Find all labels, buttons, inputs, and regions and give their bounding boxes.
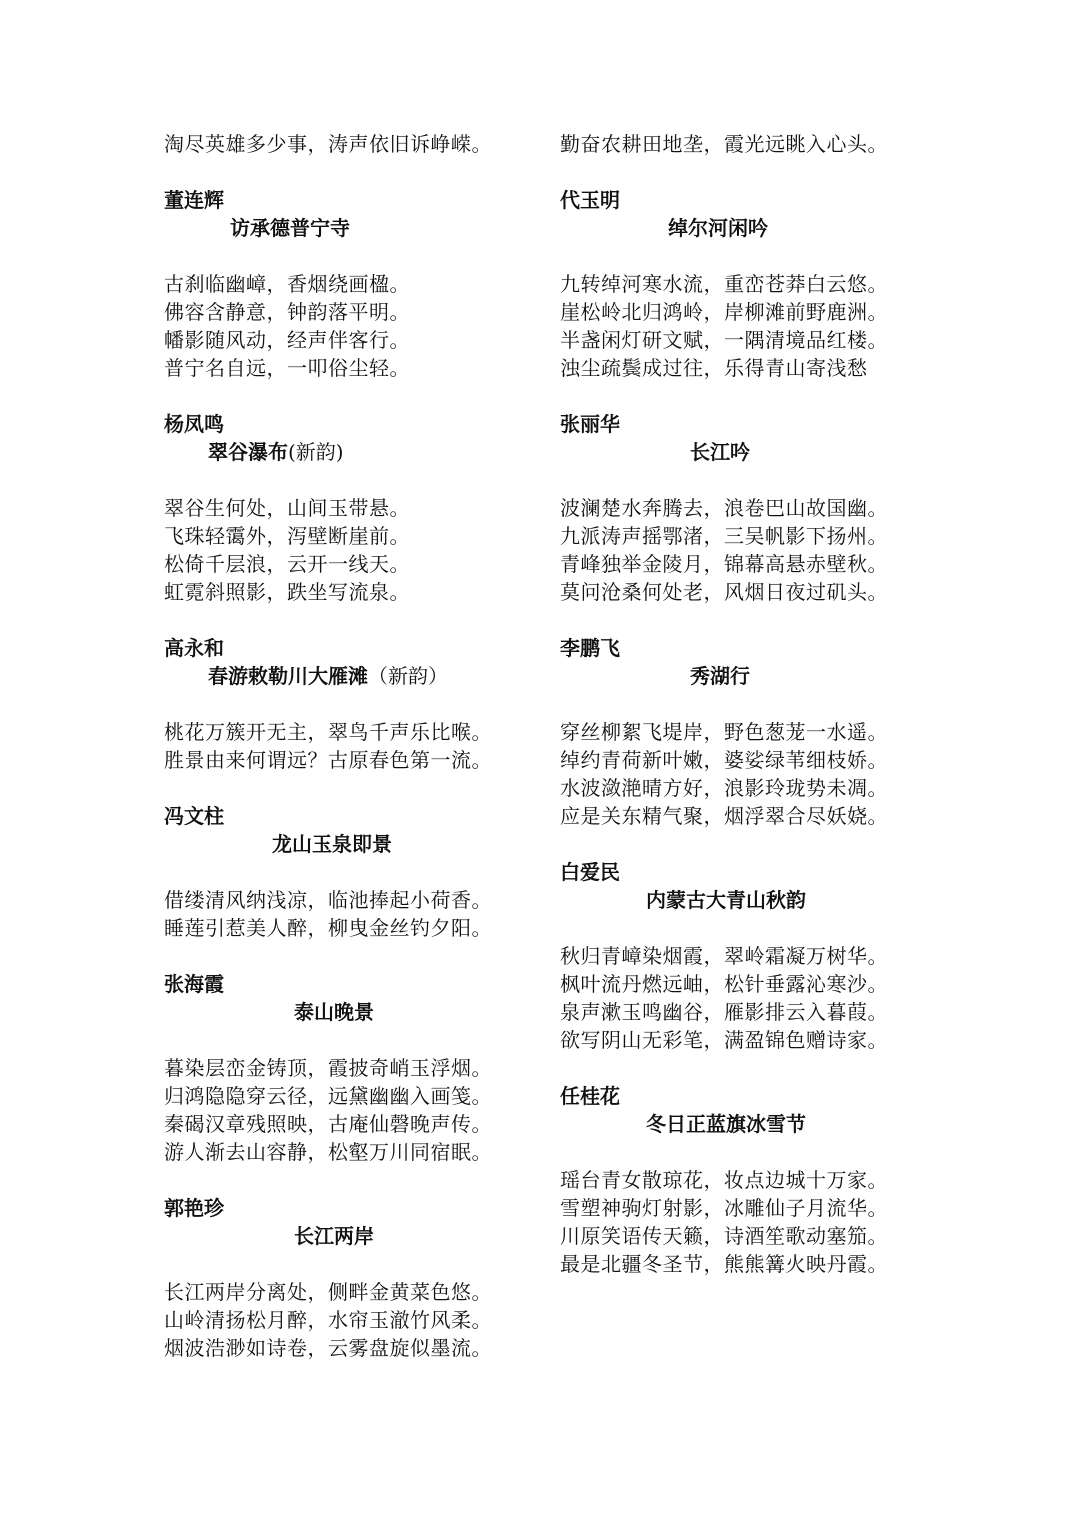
- poem-li-pengfei: [560, 634, 910, 830]
- poem-author: 张丽华: [560, 412, 620, 436]
- poem-line: 飞珠轻霭外，泻壁断崖前。: [164, 524, 410, 548]
- poem-note: (新韵): [288, 440, 344, 464]
- poem-title: 泰山晚景: [294, 1000, 374, 1024]
- poem-title: 秀湖行: [690, 664, 750, 688]
- poem-author: 董连辉: [164, 188, 224, 212]
- poem-title: 长江两岸: [294, 1224, 374, 1248]
- poem-zhang-haixia: [164, 970, 514, 1166]
- poem-dong-lianhui: [164, 186, 514, 382]
- poem-line: 泉声漱玉鸣幽谷，雁影排云入暮葭。: [560, 1000, 888, 1024]
- poem-line: 长江两岸分离处，侧畔金黄菜色悠。: [164, 1280, 492, 1304]
- left-column: [164, 130, 514, 1390]
- poem-zhang-lihua: [560, 410, 910, 606]
- poem-line: 归鸿隐隐穿云径，远黛幽幽入画笺。: [164, 1084, 492, 1108]
- poem-line: 雪塑神驹灯射影，冰雕仙子月流华。: [560, 1196, 888, 1220]
- poem-title: 冬日正蓝旗冰雪节: [646, 1112, 806, 1136]
- poem-line: 浊尘疏鬓成过往，乐得青山寄浅愁: [560, 356, 868, 380]
- lead-line: 淘尽英雄多少事，涛声依旧诉峥嵘。: [164, 132, 492, 156]
- poem-line: 崖松岭北归鸿岭，岸柳滩前野鹿洲。: [560, 300, 888, 324]
- poem-line: 瑶台青女散琼花，妆点边城十万家。: [560, 1168, 888, 1192]
- poem-title: 访承德普宁寺: [230, 216, 350, 240]
- poem-line: 最是北疆冬圣节，熊熊篝火映丹霞。: [560, 1252, 888, 1276]
- poem-line: 枫叶流丹燃远岫，松针垂露沁寒沙。: [560, 972, 888, 996]
- poem-title: 龙山玉泉即景: [272, 832, 392, 856]
- poem-author: 高永和: [164, 636, 224, 660]
- poem-line: 秦碣汉章残照映，古庵仙磬晚声传。: [164, 1112, 492, 1136]
- poem-author: 张海霞: [164, 972, 224, 996]
- lead-line: 勤奋农耕田地垄，霞光远眺入心头。: [560, 132, 888, 156]
- poem-line: 绰约青荷新叶嫩，婆娑绿苇细枝娇。: [560, 748, 888, 772]
- poem-author: 任桂花: [560, 1084, 620, 1108]
- poem-line: 山岭清扬松月醉，水帘玉澈竹风柔。: [164, 1308, 492, 1332]
- poem-line: 普宁名自远，一叩俗尘轻。: [164, 356, 410, 380]
- poem-author: 白爱民: [560, 860, 620, 884]
- poem-feng-wenzhu: [164, 802, 514, 942]
- poem-line: 幡影随风动，经声伴客行。: [164, 328, 410, 352]
- right-column: [560, 130, 910, 1306]
- poem-title: 春游敕勒川大雁滩（新韵）: [208, 664, 448, 688]
- poem-note: （新韵）: [368, 664, 448, 688]
- poem-author: 郭艳珍: [164, 1196, 224, 1220]
- poem-line: 九转绰河寒水流，重峦苍莽白云悠。: [560, 272, 888, 296]
- poem-bai-aimin: [560, 858, 910, 1054]
- poem-title: 长江吟: [690, 440, 750, 464]
- poem-line: 半盏闲灯研文赋，一隅清境品红楼。: [560, 328, 888, 352]
- poem-line: 穿丝柳絮飞堤岸，野色葱茏一水遥。: [560, 720, 888, 744]
- poem-line: 应是关东精气聚，烟浮翠合尽妖娆。: [560, 804, 888, 828]
- poem-line: 睡莲引惹美人醉，柳曳金丝钓夕阳。: [164, 916, 492, 940]
- poem-line: 虹霓斜照影，跌坐写流泉。: [164, 580, 410, 604]
- poem-line: 欲写阴山无彩笔，满盈锦色赠诗家。: [560, 1028, 888, 1052]
- poem-line: 翠谷生何处，山间玉带悬。: [164, 496, 410, 520]
- poem-line: 秋归青嶂染烟霞，翠岭霜凝万树华。: [560, 944, 888, 968]
- poem-guo-yanzhen: [164, 1194, 514, 1362]
- poem-line: 莫问沧桑何处老，风烟日夜过矶头。: [560, 580, 888, 604]
- poem-line: 水波潋滟晴方好，浪影玲珑势未凋。: [560, 776, 888, 800]
- poem-author: 代玉明: [560, 188, 620, 212]
- poem-line: 松倚千层浪，云开一线天。: [164, 552, 410, 576]
- poem-author: 李鹏飞: [560, 636, 620, 660]
- poem-line: 游人渐去山容静，松壑万川同宿眠。: [164, 1140, 492, 1164]
- poem-dai-yuming: [560, 186, 910, 382]
- poem-title: 绰尔河闲吟: [668, 216, 768, 240]
- poem-line: 佛容含静意，钟韵落平明。: [164, 300, 410, 324]
- poem-line: 九派涛声摇鄂渚，三吴帆影下扬州。: [560, 524, 888, 548]
- poem-yang-fengming: [164, 410, 514, 606]
- poem-title: 翠谷瀑布(新韵): [208, 440, 344, 464]
- poem-line: 青峰独举金陵月，锦幕高悬赤壁秋。: [560, 552, 888, 576]
- poem-ren-guihua: [560, 1082, 910, 1278]
- poem-line: 川原笑语传天籁，诗酒笙歌动塞笳。: [560, 1224, 888, 1248]
- poem-author: 冯文柱: [164, 804, 224, 828]
- poem-line: 桃花万簇开无主，翠鸟千声乐比喉。: [164, 720, 492, 744]
- poem-line: 借缕清风纳浅凉，临池捧起小荷香。: [164, 888, 492, 912]
- poem-line: 波澜楚水奔腾去，浪卷巴山故国幽。: [560, 496, 888, 520]
- poem-line: 古刹临幽嶂，香烟绕画楹。: [164, 272, 410, 296]
- poem-gao-yonghe: [164, 634, 514, 774]
- poem-line: 烟波浩渺如诗卷，云雾盘旋似墨流。: [164, 1336, 492, 1360]
- poem-line: 胜景由来何谓远？古原春色第一流。: [164, 748, 492, 772]
- poem-line: 暮染层峦金铸顶，霞披奇峭玉浮烟。: [164, 1056, 492, 1080]
- poem-author: 杨凤鸣: [164, 412, 224, 436]
- poem-title: 内蒙古大青山秋韵: [646, 888, 806, 912]
